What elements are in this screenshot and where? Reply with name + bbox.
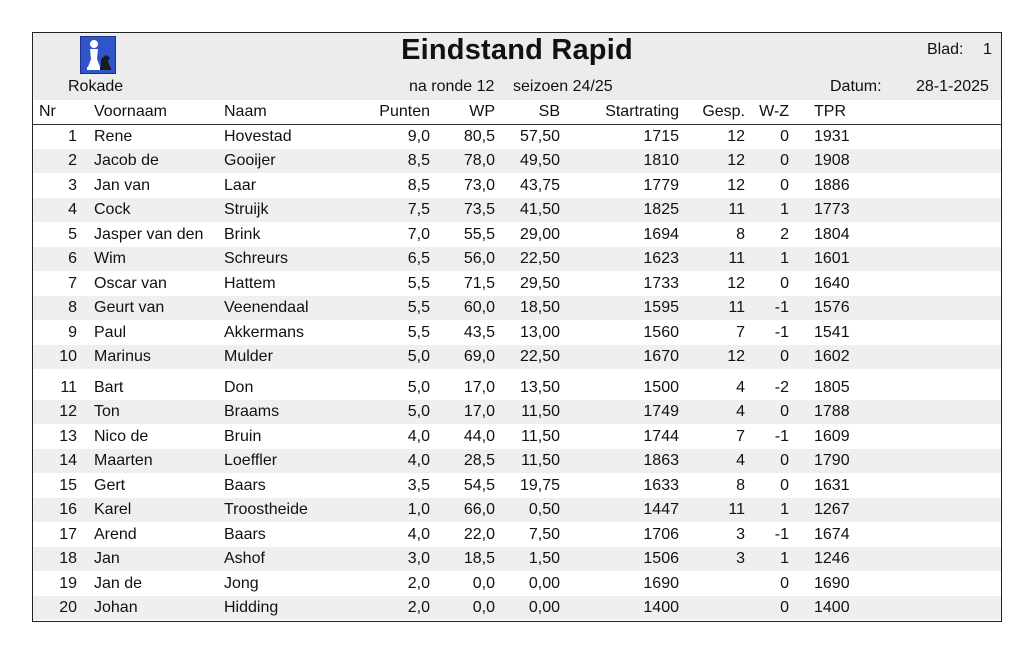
table-row bbox=[33, 474, 1001, 498]
cell-nr: 2 bbox=[68, 152, 77, 169]
cell-startrating: 1706 bbox=[643, 526, 679, 543]
cell-naam: Laar bbox=[224, 177, 257, 194]
cell-voornaam: Jan bbox=[94, 550, 120, 567]
cell-startrating: 1670 bbox=[643, 348, 679, 365]
cell-tpr: 1908 bbox=[814, 152, 850, 169]
cell-wp: 66,0 bbox=[463, 501, 495, 518]
cell-startrating: 1694 bbox=[643, 226, 679, 243]
cell-voornaam: Oscar van bbox=[94, 275, 167, 292]
cell-wp: 22,0 bbox=[463, 526, 495, 543]
table-row bbox=[33, 547, 1001, 571]
cell-sb: 41,50 bbox=[519, 201, 560, 218]
cell-tpr: 1541 bbox=[814, 324, 850, 341]
table-row bbox=[33, 425, 1001, 449]
cell-nr: 17 bbox=[59, 526, 77, 543]
cell-naam: Hattem bbox=[224, 275, 276, 292]
cell-punten: 4,0 bbox=[407, 526, 430, 543]
cell-wz: 0 bbox=[780, 452, 789, 469]
cell-tpr: 1690 bbox=[814, 575, 850, 592]
cell-wp: 44,0 bbox=[463, 428, 495, 445]
cell-startrating: 1825 bbox=[643, 201, 679, 218]
cell-gesp: 3 bbox=[736, 550, 745, 567]
cell-naam: Gooijer bbox=[224, 152, 276, 169]
table-row bbox=[33, 247, 1001, 271]
table-row bbox=[33, 572, 1001, 596]
column-header-naam: Naam bbox=[224, 103, 267, 120]
cell-tpr: 1576 bbox=[814, 299, 850, 316]
cell-gesp: 8 bbox=[736, 477, 745, 494]
column-header-startrating: Startrating bbox=[605, 103, 679, 120]
cell-startrating: 1810 bbox=[643, 152, 679, 169]
cell-startrating: 1400 bbox=[643, 599, 679, 616]
cell-wz: 0 bbox=[780, 348, 789, 365]
cell-tpr: 1674 bbox=[814, 526, 850, 543]
cell-tpr: 1631 bbox=[814, 477, 850, 494]
column-header-voornaam: Voornaam bbox=[94, 103, 167, 120]
table-row bbox=[33, 400, 1001, 424]
cell-gesp: 4 bbox=[736, 379, 745, 396]
cell-naam: Jong bbox=[224, 575, 259, 592]
cell-naam: Baars bbox=[224, 477, 266, 494]
column-header-gesp: Gesp. bbox=[702, 103, 745, 120]
cell-wp: 56,0 bbox=[463, 250, 495, 267]
cell-wp: 0,0 bbox=[472, 575, 495, 592]
cell-sb: 29,00 bbox=[519, 226, 560, 243]
cell-voornaam: Marinus bbox=[94, 348, 151, 365]
cell-sb: 18,50 bbox=[519, 299, 560, 316]
table-row bbox=[33, 198, 1001, 222]
cell-punten: 2,0 bbox=[407, 575, 430, 592]
cell-voornaam: Gert bbox=[94, 477, 126, 494]
cell-wp: 43,5 bbox=[463, 324, 495, 341]
cell-nr: 20 bbox=[59, 599, 77, 616]
cell-gesp: 11 bbox=[728, 299, 745, 316]
cell-nr: 13 bbox=[59, 428, 77, 445]
cell-wz: 1 bbox=[780, 501, 789, 518]
club-name: Rokade bbox=[68, 78, 124, 95]
cell-punten: 5,0 bbox=[407, 348, 430, 365]
cell-startrating: 1690 bbox=[643, 575, 679, 592]
table-row bbox=[33, 596, 1001, 620]
cell-wz: 0 bbox=[780, 177, 789, 194]
column-header-tpr: TPR bbox=[814, 103, 846, 120]
cell-tpr: 1246 bbox=[814, 550, 850, 567]
cell-sb: 7,50 bbox=[528, 526, 560, 543]
cell-voornaam: Jacob de bbox=[94, 152, 159, 169]
cell-naam: Veenendaal bbox=[224, 299, 309, 316]
cell-naam: Bruin bbox=[224, 428, 262, 445]
cell-tpr: 1773 bbox=[814, 201, 850, 218]
cell-startrating: 1595 bbox=[643, 299, 679, 316]
cell-tpr: 1640 bbox=[814, 275, 850, 292]
page-number: 1 bbox=[983, 41, 992, 58]
cell-tpr: 1267 bbox=[814, 501, 850, 518]
column-header-wp: WP bbox=[469, 103, 495, 120]
cell-gesp: 12 bbox=[727, 275, 745, 292]
cell-gesp: 12 bbox=[727, 348, 745, 365]
cell-naam: Hidding bbox=[224, 599, 279, 616]
cell-gesp: 7 bbox=[736, 428, 745, 445]
cell-gesp: 11 bbox=[728, 501, 745, 518]
cell-naam: Troostheide bbox=[224, 501, 308, 518]
page-title: Eindstand Rapid bbox=[401, 34, 633, 66]
cell-voornaam: Jan de bbox=[94, 575, 143, 592]
cell-gesp: 11 bbox=[728, 250, 745, 267]
cell-gesp: 12 bbox=[727, 177, 745, 194]
table-row bbox=[33, 376, 1001, 400]
cell-voornaam: Ton bbox=[94, 403, 120, 420]
cell-naam: Braams bbox=[224, 403, 280, 420]
cell-nr: 4 bbox=[68, 201, 77, 218]
cell-gesp: 8 bbox=[736, 226, 745, 243]
cell-nr: 1 bbox=[68, 128, 77, 145]
cell-naam: Loeffler bbox=[224, 452, 278, 469]
cell-naam: Struijk bbox=[224, 201, 269, 218]
cell-naam: Akkermans bbox=[224, 324, 305, 341]
cell-gesp: 11 bbox=[728, 201, 745, 218]
cell-gesp: 4 bbox=[736, 452, 745, 469]
cell-wp: 71,5 bbox=[463, 275, 495, 292]
cell-wp: 17,0 bbox=[463, 403, 495, 420]
cell-naam: Don bbox=[224, 379, 254, 396]
cell-tpr: 1400 bbox=[814, 599, 850, 616]
cell-startrating: 1560 bbox=[643, 324, 679, 341]
cell-punten: 4,0 bbox=[407, 428, 430, 445]
cell-nr: 16 bbox=[59, 501, 77, 518]
cell-gesp: 12 bbox=[727, 128, 745, 145]
cell-punten: 5,0 bbox=[407, 403, 430, 420]
table-row bbox=[33, 296, 1001, 320]
table-row bbox=[33, 498, 1001, 522]
table-row bbox=[33, 174, 1001, 198]
cell-punten: 5,5 bbox=[407, 275, 430, 292]
cell-startrating: 1623 bbox=[643, 250, 679, 267]
cell-naam: Ashof bbox=[224, 550, 265, 567]
cell-wp: 18,5 bbox=[463, 550, 495, 567]
cell-wz: 1 bbox=[780, 201, 789, 218]
cell-voornaam: Arend bbox=[94, 526, 137, 543]
column-header-sb: SB bbox=[538, 103, 560, 120]
cell-wp: 28,5 bbox=[463, 452, 495, 469]
cell-wp: 80,5 bbox=[463, 128, 495, 145]
cell-wz: 0 bbox=[780, 128, 789, 145]
cell-gesp: 12 bbox=[727, 152, 745, 169]
cell-sb: 13,50 bbox=[519, 379, 560, 396]
cell-punten: 8,5 bbox=[407, 152, 430, 169]
cell-tpr: 1931 bbox=[814, 128, 850, 145]
table-row bbox=[33, 523, 1001, 547]
cell-punten: 4,0 bbox=[407, 452, 430, 469]
cell-voornaam: Geurt van bbox=[94, 299, 165, 316]
cell-tpr: 1602 bbox=[814, 348, 850, 365]
table-header bbox=[33, 100, 1001, 125]
cell-wz: -1 bbox=[774, 299, 789, 316]
cell-naam: Baars bbox=[224, 526, 266, 543]
cell-nr: 9 bbox=[68, 324, 77, 341]
cell-startrating: 1447 bbox=[643, 501, 679, 518]
cell-punten: 3,5 bbox=[407, 477, 430, 494]
cell-wz: 0 bbox=[780, 403, 789, 420]
cell-nr: 10 bbox=[59, 348, 77, 365]
cell-punten: 3,0 bbox=[407, 550, 430, 567]
cell-nr: 18 bbox=[59, 550, 77, 567]
cell-nr: 19 bbox=[59, 575, 77, 592]
cell-punten: 8,5 bbox=[407, 177, 430, 194]
cell-sb: 43,75 bbox=[519, 177, 560, 194]
date-value: 28-1-2025 bbox=[916, 78, 989, 95]
cell-startrating: 1715 bbox=[643, 128, 679, 145]
cell-nr: 15 bbox=[59, 477, 77, 494]
cell-gesp: 4 bbox=[736, 403, 745, 420]
cell-wz: 0 bbox=[780, 275, 789, 292]
cell-punten: 6,5 bbox=[407, 250, 430, 267]
cell-startrating: 1733 bbox=[643, 275, 679, 292]
cell-punten: 1,0 bbox=[407, 501, 430, 518]
cell-voornaam: Karel bbox=[94, 501, 132, 518]
round-info: na ronde 12 bbox=[409, 78, 495, 95]
cell-sb: 29,50 bbox=[519, 275, 560, 292]
cell-sb: 0,50 bbox=[528, 501, 560, 518]
cell-sb: 13,00 bbox=[519, 324, 560, 341]
cell-sb: 11,50 bbox=[521, 403, 560, 420]
cell-naam: Mulder bbox=[224, 348, 273, 365]
cell-wp: 54,5 bbox=[463, 477, 495, 494]
cell-gesp: 3 bbox=[736, 526, 745, 543]
cell-sb: 1,50 bbox=[528, 550, 560, 567]
cell-startrating: 1779 bbox=[643, 177, 679, 194]
cell-wp: 73,5 bbox=[463, 201, 495, 218]
cell-tpr: 1601 bbox=[814, 250, 850, 267]
cell-tpr: 1609 bbox=[814, 428, 850, 445]
cell-wp: 17,0 bbox=[463, 379, 495, 396]
table-row bbox=[33, 272, 1001, 296]
cell-wp: 60,0 bbox=[463, 299, 495, 316]
date-label: Datum: bbox=[830, 78, 882, 95]
cell-startrating: 1863 bbox=[643, 452, 679, 469]
cell-nr: 12 bbox=[59, 403, 77, 420]
cell-sb: 11,50 bbox=[521, 452, 560, 469]
cell-sb: 0,00 bbox=[528, 575, 560, 592]
cell-voornaam: Jan van bbox=[94, 177, 151, 194]
cell-sb: 11,50 bbox=[521, 428, 560, 445]
cell-wz: 0 bbox=[780, 599, 789, 616]
cell-tpr: 1805 bbox=[814, 379, 850, 396]
cell-wp: 73,0 bbox=[463, 177, 495, 194]
table-row bbox=[33, 345, 1001, 369]
cell-wz: 0 bbox=[780, 477, 789, 494]
table-row bbox=[33, 125, 1001, 149]
cell-sb: 49,50 bbox=[519, 152, 560, 169]
cell-punten: 5,5 bbox=[407, 324, 430, 341]
cell-tpr: 1886 bbox=[814, 177, 850, 194]
standings-sheet bbox=[32, 32, 1002, 622]
cell-naam: Schreurs bbox=[224, 250, 289, 267]
cell-startrating: 1744 bbox=[643, 428, 679, 445]
cell-sb: 22,50 bbox=[519, 348, 560, 365]
cell-wz: -1 bbox=[774, 324, 789, 341]
cell-sb: 19,75 bbox=[519, 477, 560, 494]
cell-wz: 1 bbox=[780, 550, 789, 567]
column-header-nr: Nr bbox=[39, 103, 56, 120]
cell-voornaam: Johan bbox=[94, 599, 138, 616]
sheet-header bbox=[33, 33, 1001, 100]
cell-punten: 5,0 bbox=[407, 379, 430, 396]
cell-punten: 2,0 bbox=[407, 599, 430, 616]
cell-sb: 57,50 bbox=[519, 128, 560, 145]
cell-voornaam: Wim bbox=[94, 250, 126, 267]
cell-wz: 2 bbox=[780, 226, 789, 243]
cell-gesp: 7 bbox=[736, 324, 745, 341]
table-row bbox=[33, 149, 1001, 173]
cell-wp: 78,0 bbox=[463, 152, 495, 169]
cell-voornaam: Rene bbox=[94, 128, 133, 145]
cell-wz: 1 bbox=[780, 250, 789, 267]
cell-tpr: 1788 bbox=[814, 403, 850, 420]
cell-wp: 55,5 bbox=[463, 226, 495, 243]
season-info: seizoen 24/25 bbox=[513, 78, 613, 95]
cell-voornaam: Nico de bbox=[94, 428, 149, 445]
cell-startrating: 1506 bbox=[643, 550, 679, 567]
cell-nr: 5 bbox=[68, 226, 77, 243]
cell-punten: 7,5 bbox=[407, 201, 430, 218]
cell-tpr: 1804 bbox=[814, 226, 850, 243]
cell-startrating: 1633 bbox=[643, 477, 679, 494]
cell-naam: Hovestad bbox=[224, 128, 292, 145]
cell-voornaam: Cock bbox=[94, 201, 131, 218]
cell-nr: 8 bbox=[68, 299, 77, 316]
column-header-wz: W-Z bbox=[759, 103, 789, 120]
cell-voornaam: Paul bbox=[94, 324, 127, 341]
cell-voornaam: Maarten bbox=[94, 452, 153, 469]
cell-startrating: 1749 bbox=[643, 403, 679, 420]
cell-startrating: 1500 bbox=[643, 379, 679, 396]
cell-punten: 5,5 bbox=[407, 299, 430, 316]
cell-naam: Brink bbox=[224, 226, 261, 243]
cell-nr: 6 bbox=[68, 250, 77, 267]
cell-voornaam: Jasper van den bbox=[94, 226, 204, 243]
cell-nr: 3 bbox=[68, 177, 77, 194]
cell-sb: 0,00 bbox=[528, 599, 560, 616]
table-row bbox=[33, 449, 1001, 473]
cell-wp: 0,0 bbox=[472, 599, 495, 616]
cell-wz: 0 bbox=[780, 575, 789, 592]
cell-nr: 14 bbox=[59, 452, 77, 469]
cell-punten: 7,0 bbox=[407, 226, 430, 243]
table-row bbox=[33, 223, 1001, 247]
cell-voornaam: Bart bbox=[94, 379, 124, 396]
cell-wz: -2 bbox=[774, 379, 789, 396]
cell-wz: 0 bbox=[780, 152, 789, 169]
page-label: Blad: bbox=[927, 41, 964, 58]
cell-nr: 11 bbox=[60, 379, 77, 396]
cell-wz: -1 bbox=[774, 526, 789, 543]
column-header-punten: Punten bbox=[379, 103, 430, 120]
cell-punten: 9,0 bbox=[407, 128, 430, 145]
cell-nr: 7 bbox=[68, 275, 77, 292]
cell-tpr: 1790 bbox=[814, 452, 850, 469]
cell-wz: -1 bbox=[774, 428, 789, 445]
cell-sb: 22,50 bbox=[519, 250, 560, 267]
table-row bbox=[33, 321, 1001, 345]
cell-wp: 69,0 bbox=[463, 348, 495, 365]
